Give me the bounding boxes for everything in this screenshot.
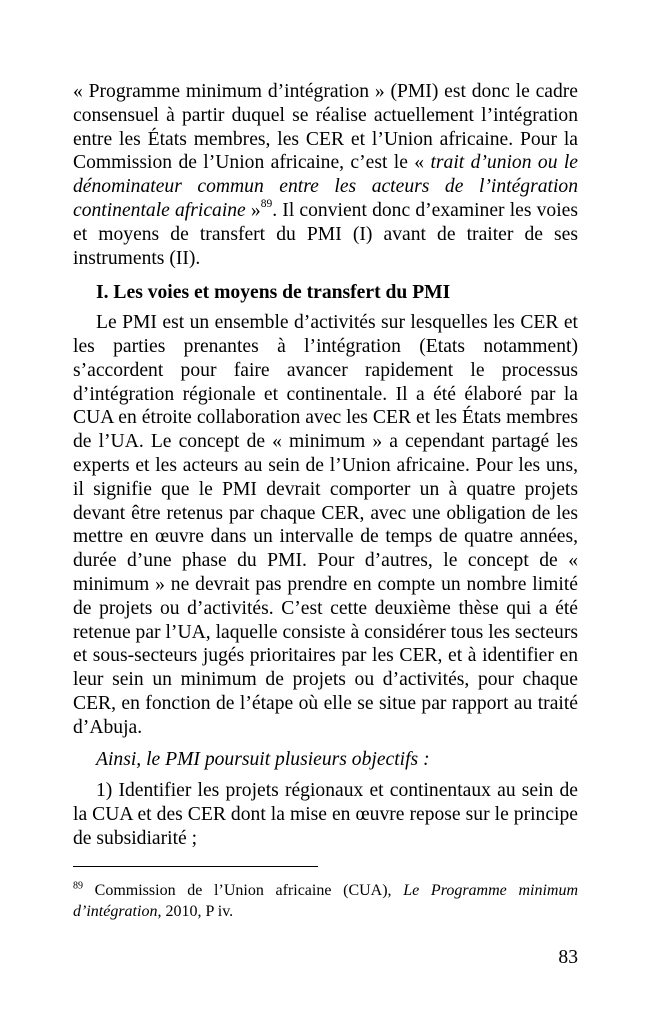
footnote-reference[interactable]: 89 — [260, 198, 273, 211]
footnote-text: Commission de l’Union africaine (CUA), — [83, 882, 404, 899]
objectives-intro: Ainsi, le PMI poursuit plusieurs objectifs : — [96, 748, 430, 770]
footnote-text-after: , 2010, P iv. — [157, 903, 234, 920]
body-paragraph-objective-1: 1) Identifier les projets régionaux et continentaux au sein de la CUA et des CER dont la mise en œuvre repose sur le principe de subsidiarité ; — [73, 780, 578, 849]
footnote-italic-title: Le Programme minimum d’intégration — [73, 882, 579, 920]
intro-text: « Programme minimum d’intégration » (PMI) est donc le cadre consensuel à partir duquel se réalise actuellement l’intégration entre les États membres, les CER et l’Union africaine. Pour la Commission de l’Union africaine, c’est le « — [73, 81, 578, 174]
intro-italic-quote: trait d’union ou le dénominateur commun entre les acteurs de l’intégration continentale africaine — [73, 152, 578, 221]
footnote — [73, 880, 578, 922]
intro-paragraph — [73, 80, 578, 270]
footnote-divider — [73, 866, 318, 867]
footnote-number: 89 — [73, 880, 83, 892]
body-paragraph-italic — [73, 748, 578, 772]
body-paragraph-1: Le PMI est un ensemble d’activités sur lesquelles les CER et les parties prenantes à l’intégration (Etats notamment) s’accordent pour faire avancer rapidement le processus d’intégration régionale et continentale. Il a été élaboré par la CUA en étroite collaboration avec les CER et les États membres de l’UA. Le concept de « minimum » a cependant partagé les experts et les acteurs au sein de l’Union africaine. Pour les uns, il signifie que le PMI devrait comporter un à quatre projets devant être retenus par chaque CER, avec une obligation de les mettre en œuvre dans un intervalle de temps de quatre années, durée d’une phase du PMI. Pour d’autres, le concept de « minimum » ne devrait pas prendre en compte un nombre limité de projets ou d’activités. C’est cette deuxième thèse qui a été retenue par l’UA, laquelle consiste à considérer tous les secteurs et sous-secteurs jugés prioritaires par les CER, et à identifier en leur sein un minimum de projets ou d’activités, pour chaque CER, en fonction de l’étape où elle se situe par rapport au traité d’Abuja. — [73, 312, 578, 738]
page-number: 83 — [558, 947, 578, 968]
intro-text-after: . Il convient donc d’examiner les voies et moyens de transfert du PMI (I) avant de traiter de ses instruments (II). — [73, 199, 578, 269]
section-heading-wrapper — [73, 281, 578, 305]
section-heading: I. Les voies et moyens de transfert du PMI — [96, 282, 451, 304]
page-body — [73, 80, 578, 851]
intro-quote-close: » — [245, 199, 261, 221]
